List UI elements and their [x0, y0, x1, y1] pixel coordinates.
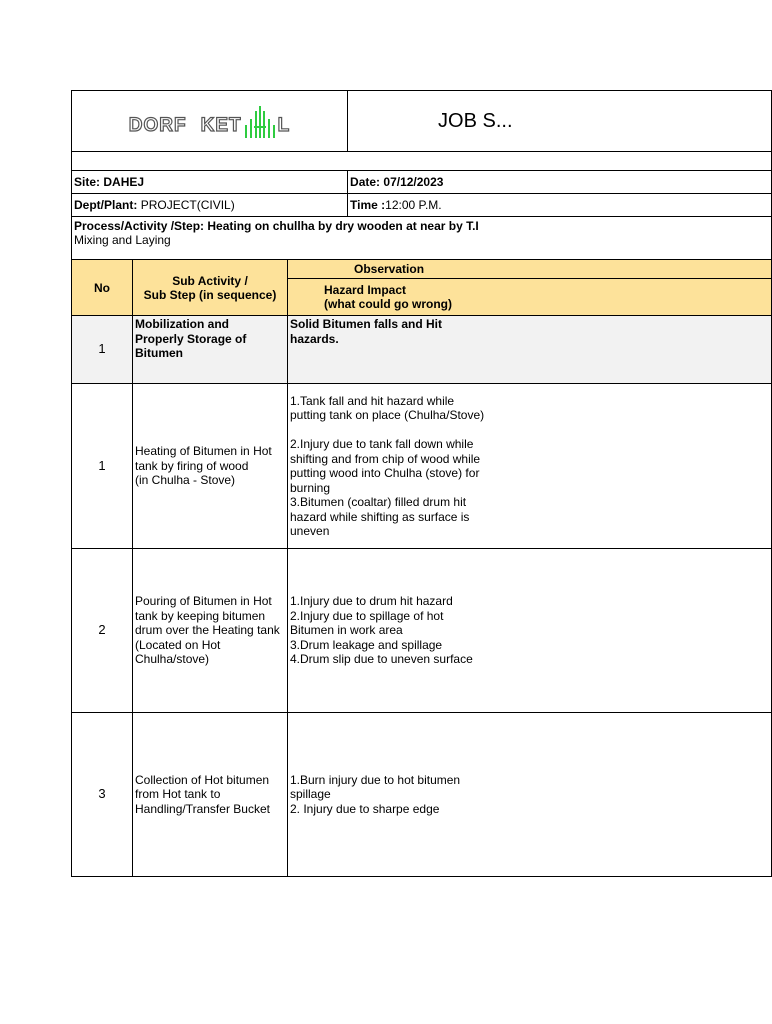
col-header-hazard-impact [288, 279, 772, 316]
row-sub-activity: Collection of Hot bitumen from Hot tank to Handling/Transfer Bucket [133, 713, 288, 877]
logo-word-right-b: L [277, 115, 291, 136]
site-label: Site: [74, 175, 101, 189]
spacer-row [72, 152, 772, 171]
logo-word-left: DORF [128, 115, 187, 136]
jsa-table [71, 90, 772, 877]
site-field [72, 171, 348, 194]
dept-field [72, 194, 348, 217]
row-sub-activity: Pouring of Bitumen in Hot tank by keeping bitumen drum over the Heating tank (Located on Hot Chulha/stove) [133, 549, 288, 713]
logo-word-right-a: KET [200, 115, 242, 136]
date-label: Date: [350, 175, 381, 189]
row-no: 1 [72, 316, 133, 384]
row-no: 1 [72, 384, 133, 549]
logo-word-right [201, 105, 291, 137]
site-value: DAHEJ [103, 175, 145, 189]
document-title: JOB S... [348, 91, 772, 152]
dept-value: PROJECT(CIVIL) [140, 198, 235, 212]
row-hazard: 1.Burn injury due to hot bitumen spillage 2. Injury due to sharpe edge [288, 713, 772, 877]
process-field [72, 217, 772, 260]
job-safety-sheet [71, 90, 513, 883]
col-header-sub-activity: Sub Activity / Sub Step (in sequence) [133, 260, 288, 316]
row-hazard: 1.Injury due to drum hit hazard 2.Injury due to spillage of hot Bitumen in work area 3.Drum leakage and spillage 4.Drum slip due to uneven surface [288, 549, 772, 713]
company-logo [129, 105, 290, 137]
hazard-impact-label: Hazard Impact (what could go wrong) [324, 283, 452, 311]
row-no: 3 [72, 713, 133, 877]
process-label: Process/Activity /Step: Heating on chullha by dry wooden at near by T.I [74, 219, 479, 233]
dept-label: Dept/Plant: [74, 198, 138, 212]
row-hazard: Solid Bitumen falls and Hit hazards. [288, 316, 772, 384]
col-header-observation [288, 260, 772, 279]
date-value: 07/12/2023 [383, 175, 444, 189]
time-value: 12:00 P.M. [385, 198, 442, 212]
col-header-no: No [72, 260, 133, 316]
logo-cell [72, 91, 348, 152]
time-field [348, 194, 772, 217]
row-no: 2 [72, 549, 133, 713]
date-field [348, 171, 772, 194]
row-sub-activity: Heating of Bitumen in Hot tank by firing of wood (in Chulha - Stove) [133, 384, 288, 549]
plant-towers-logo-icon [243, 105, 277, 139]
row-hazard: 1.Tank fall and hit hazard while putting tank on place (Chulha/Stove) 2.Injury due to tank fall down while shifting and from chip of wood while putting wood into Chulha (stove) for burning 3.Bitumen (coaltar) filled drum hit hazard while shifting as surface is uneven [288, 384, 772, 549]
process-line2: Mixing and Laying [74, 233, 171, 247]
observation-label: Observation [354, 262, 425, 276]
row-sub-activity: Mobilization and Properly Storage of Bitumen [133, 316, 288, 384]
time-label: Time : [350, 198, 386, 212]
